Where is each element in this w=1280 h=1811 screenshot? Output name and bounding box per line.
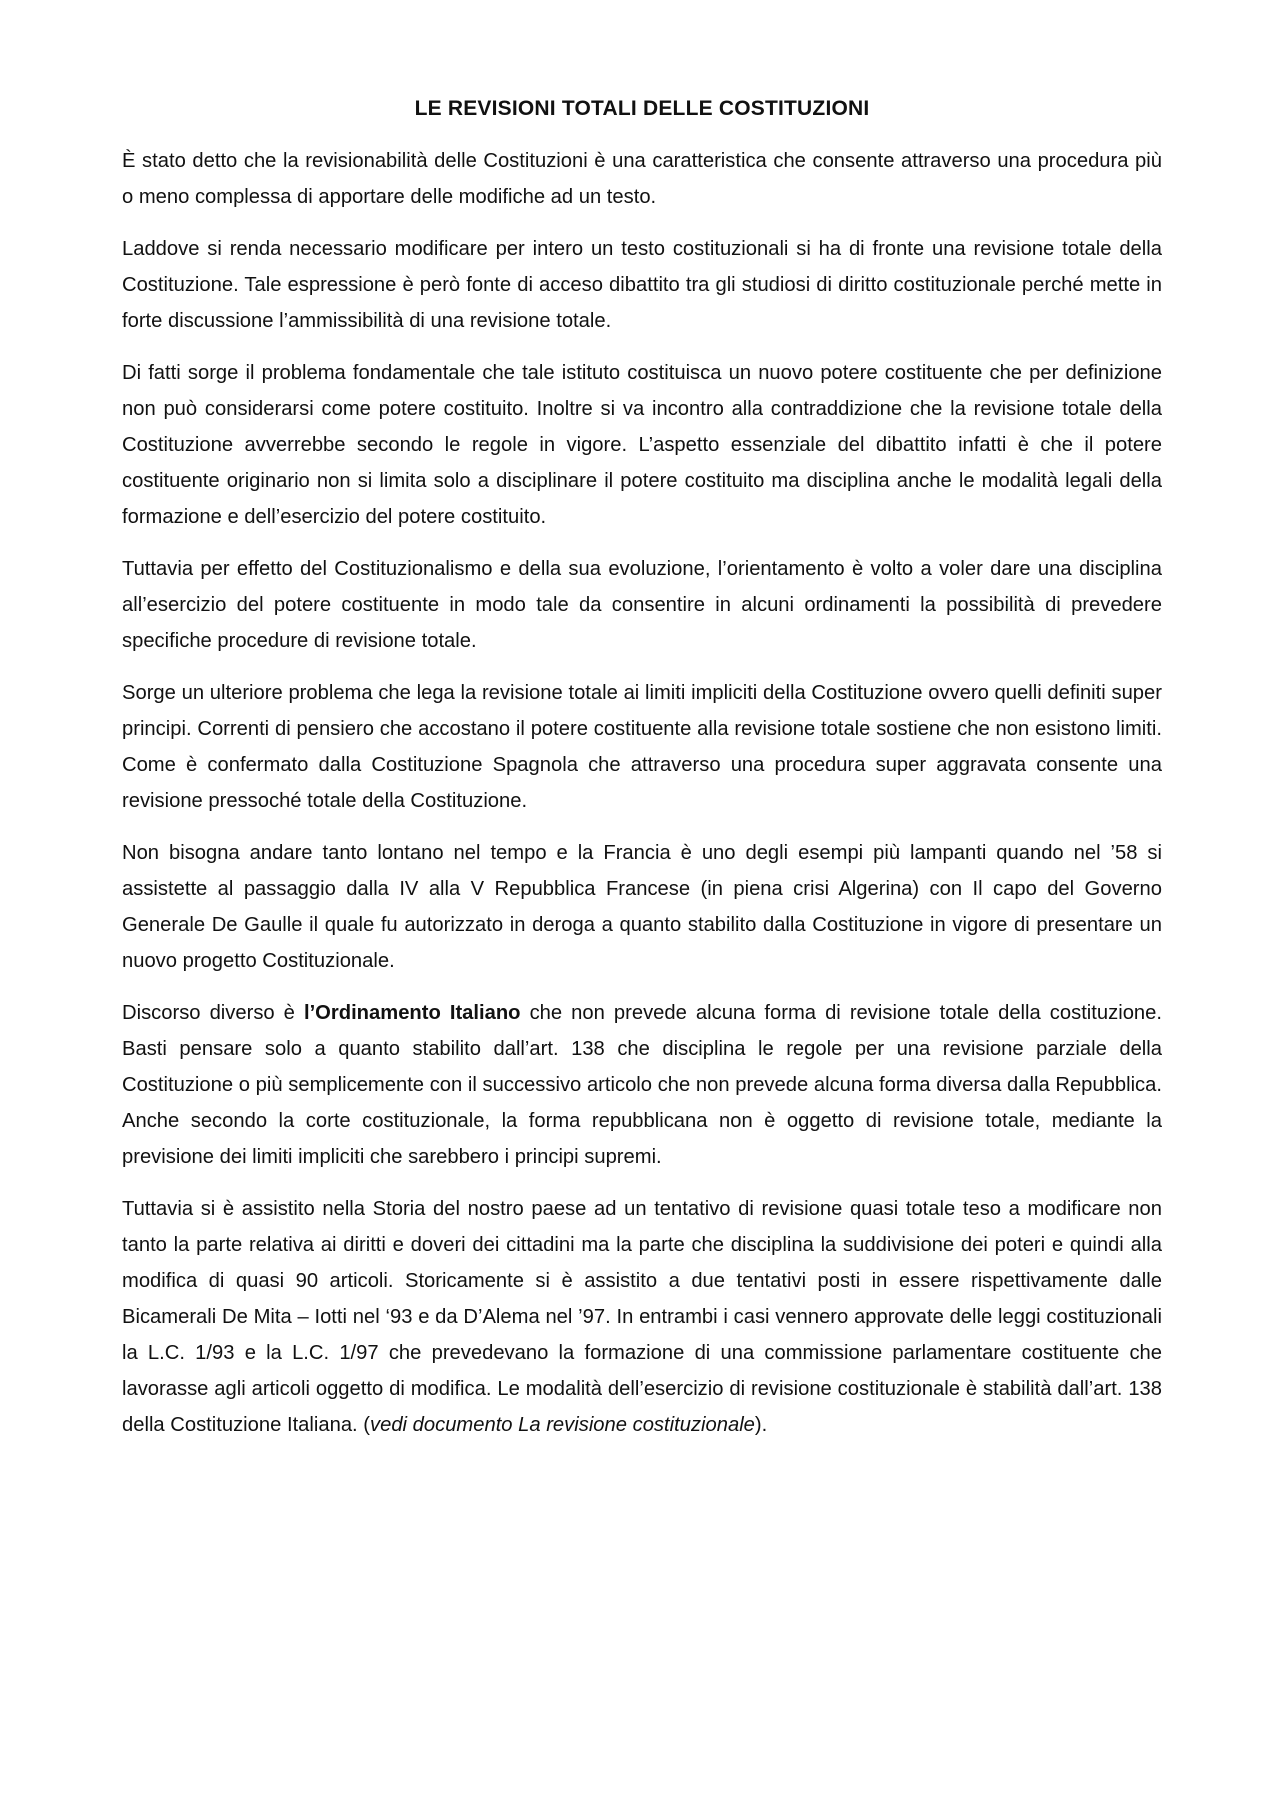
paragraph-italian-order-pre: Discorso diverso è xyxy=(122,1002,304,1024)
paragraph-constituent-power: Di fatti sorge il problema fondamentale che tale istituto costituisca un nuovo potere costituente che per definizione non può considerarsi come potere costituito. Inoltre si va incontro alla contraddizione che la revisione totale della Costituzione avverrebbe secondo le regole in vigore. L’aspetto essenziale del dibattito infatti è che il potere costituente originario non si limita solo a disciplinare il potere costituito ma disciplina anche le modalità legali della formazione e dell’esercizio del potere costituito. xyxy=(122,362,1162,528)
italian-order-bold: l’Ordinamento Italiano xyxy=(303,1002,521,1024)
paragraph-implicit-limits: Sorge un ulteriore problema che lega la revisione totale ai limiti impliciti della Costituzione ovvero quelli definiti super principi. Correnti di pensiero che accostano il potere costituente alla revisione totale sostiene che non esistono limiti. Come è confermato dalla Costituzione Spagnola che attraverso una procedura super aggravata consente una revisione pressoché totale della Costituzione. xyxy=(122,682,1162,812)
paragraph-total-revision: Laddove si renda necessario modificare per intero un testo costituzionali si ha di fronte una revisione totale della Costituzione. Tale espressione è però fonte di acceso dibattito tra gli studiosi di diritto costituzionale perché mette in forte discussione l’ammissibilità di una revisione totale. xyxy=(122,238,1162,332)
paragraph-italian-order-post: che non prevede alcuna forma di revisione totale della costituzione. Basti pensare solo a quanto stabilito dall’art. 138 che disciplina le regole per una revisione parziale della Costituzione o più semplicemente con il successivo articolo che non prevede alcuna forma diversa dalla Repubblica. Anche secondo la corte costituzionale, la forma repubblicana non è oggetto di revisione totale, mediante la previsione dei limiti impliciti che sarebbero i principi supremi. xyxy=(122,1002,1162,1168)
document-title: LE REVISIONI TOTALI DELLE COSTITUZIONI xyxy=(414,97,870,120)
paragraph-constitutionalism: Tuttavia per effetto del Costituzionalismo e della sua evoluzione, l’orientamento è volto a voler dare una disciplina all’esercizio del potere costituente in modo tale da consentire in alcuni ordinamenti la possibilità di prevedere specifiche procedure di revisione totale. xyxy=(122,558,1162,652)
paragraph-intro: È stato detto che la revisionabilità delle Costituzioni è una caratteristica che consente attraverso una procedura più o meno complessa di apportare delle modifiche ad un testo. xyxy=(122,150,1162,208)
paragraph-italian-order xyxy=(122,995,1162,1175)
paragraph-italian-history xyxy=(122,1191,1162,1443)
paragraph-france: Non bisogna andare tanto lontano nel tempo e la Francia è uno degli esempi più lampanti quando nel ’58 si assistette al passaggio dalla IV alla V Repubblica Francese (in piena crisi Algerina) con Il capo del Governo Generale De Gaulle il quale fu autorizzato in deroga a quanto stabilito dalla Costituzione in vigore di presentare un nuovo progetto Costituzionale. xyxy=(122,842,1162,972)
document-page xyxy=(122,95,1162,1459)
document-reference-italic: vedi documento La revisione costituzionale xyxy=(370,1414,755,1436)
paragraph-italian-history-pre: Tuttavia si è assistito nella Storia del nostro paese ad un tentativo di revisione quasi totale teso a modificare non tanto la parte relativa ai diritti e doveri dei cittadini ma la parte che disciplina la suddivisione dei poteri e quindi alla modifica di quasi 90 articoli. Storicamente si è assistito a due tentativi posti in essere rispettivamente dalle Bicamerali De Mita – Iotti nel ‘93 e da D’Alema nel ’97. In entrambi i casi vennero approvate delle leggi costituzionali la L.C. 1/93 e la L.C. 1/97 che prevedevano la formazione di una commissione parlamentare costituente che lavorasse agli articoli oggetto di modifica. Le modalità dell’esercizio di revisione costituzionale è stabilità dall’art. 138 della Costituzione Italiana. ( xyxy=(122,1198,1162,1436)
paragraph-italian-history-post: ). xyxy=(754,1414,768,1436)
